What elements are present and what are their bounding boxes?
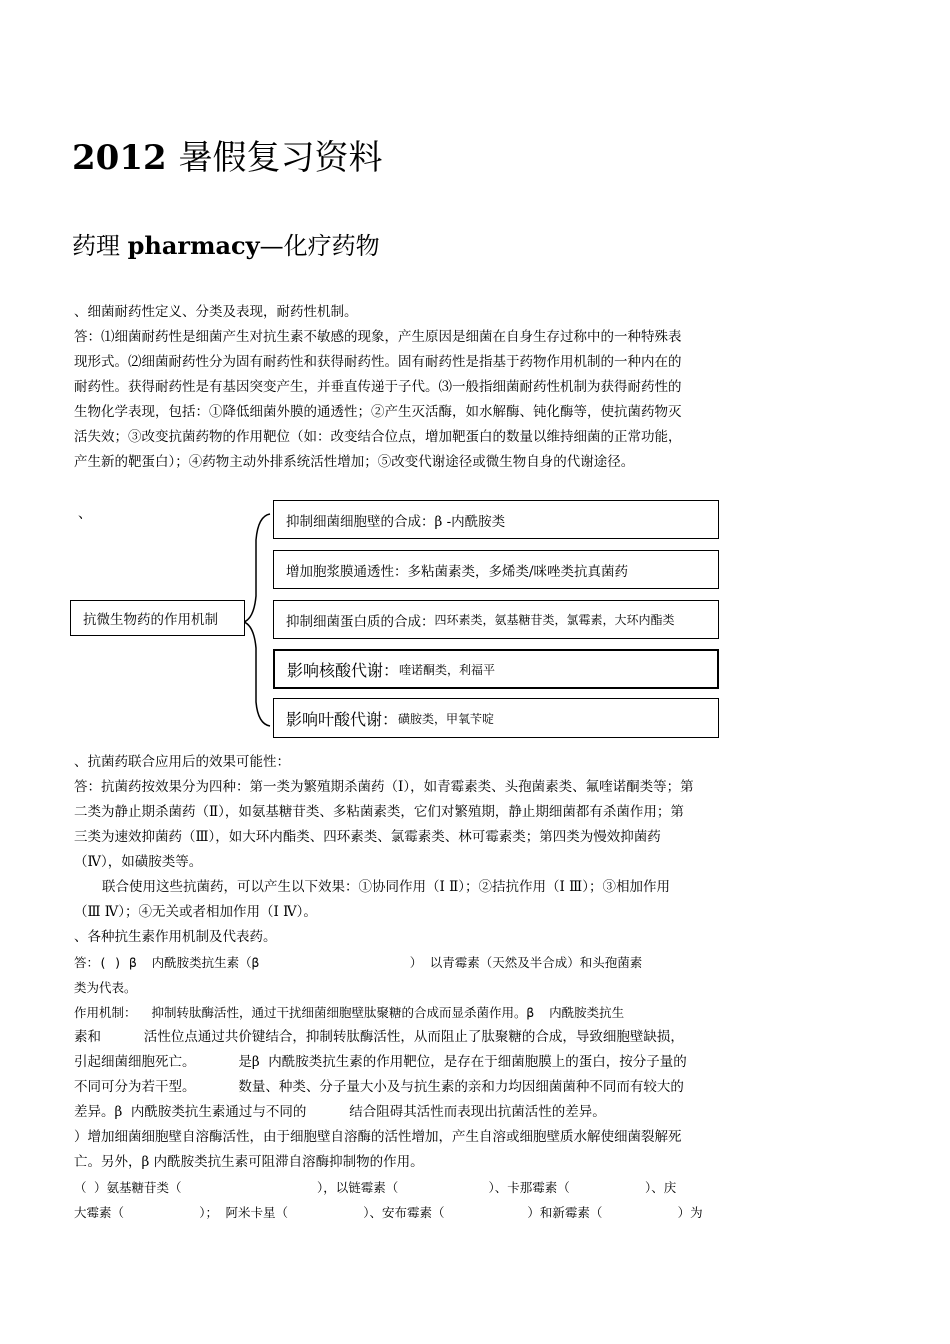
section3-heading: 、各种抗生素作用机制及代表药。 (74, 929, 277, 945)
section-title (72, 226, 380, 266)
section3-mechanism-line1: 作用机制： 抑制转肽酶活性，通过干扰细菌细胞壁肽聚糖的合成而显杀菌作用。β 内酰胺类抗生 (74, 1005, 625, 1020)
page-title (72, 136, 382, 180)
mechanism-detail: 四环素类，氨基糖苷类，氯霉素，大环内酯类 (434, 613, 675, 627)
diagram-mark: 、 (78, 506, 92, 522)
title-text: 暑假复习资料 (178, 138, 383, 178)
section3-amino-line1: （ ）氨基糖苷类（ ），以链霉素（ ）、卡那霉素（ ）、庆 (74, 1180, 677, 1195)
section1-heading: 、细菌耐药性定义、分类及表现，耐药性机制。 (74, 304, 358, 320)
subtitle-bold: pharmacy (127, 231, 260, 260)
brace-icon (240, 510, 276, 730)
section3-autolysin: ）增加细菌细胞壁自溶酶活性，由于细胞壁自溶酶的活性增加，产生自溶或细胞壁质水解使细菌裂解死亡。另外，β 内酰胺类抗生素可阻滞自溶酶抑制物的作用。 (74, 1129, 682, 1170)
section3-answer-line1: 答：( ) β 内酰胺类抗生素（β ） 以青霉素（天然及半合成）和头孢菌素 (74, 955, 643, 970)
mechanism-box-cell-wall (273, 500, 719, 539)
section3-amino-line2: 大霉素（ ）； 阿米卡星（ ）、安布霉素（ ）和新霉素（ ）为 (74, 1205, 703, 1220)
title-year: 2012 (72, 138, 167, 178)
section1-answer: 答：⑴细菌耐药性是细菌产生对抗生素不敏感的现象，产生原因是细菌在自身生存过称中的一种特殊表现形式。⑵细菌耐药性分为固有耐药性和获得耐药性。固有耐药性是指基于药物作用机制的一种内在的耐药性。获得耐药性是有基因突变产生，并垂直传递于子代。⑶一般指细菌耐药性机制为获得耐药性的生物化学表现，包括：①降低细菌外膜的通透性；②产生灭活酶，如水解酶、钝化酶等，使抗菌药物灭活失效；③改变抗菌药物的作用靶位（如：改变结合位点，增加靶蛋白的数量以维持细菌的正常功能，产生新的靶蛋白）；④药物主动外排系统活性增加；⑤改变代谢途径或微生物自身的代谢途径。 (74, 329, 682, 470)
section3-answer-line2: 类为代表。 (74, 980, 137, 995)
section3-mechanism-rest: 素和 活性位点通过共价键结合，抑制转肽酶活性，从而阻止了肽聚糖的合成，导致细胞壁缺损，引起细菌细胞死亡。 是β 内酰胺类抗生素的作用靶位，是存在于细菌胞膜上的蛋白，按分子量的不同可分为若干型。 数量、种类、分子量大小及与抗生素的亲和力均因细菌菌种不同而有较大的差异。β 内酰胺类抗生素通过与不同的 结合阻碍其活性而表现出抗菌活性的差异。 (74, 1029, 687, 1120)
mechanism-detail: 磺胺类，甲氧苄啶 (398, 711, 495, 726)
section2-combo: 联合使用这些抗菌药，可以产生以下效果：①协同作用（Ⅰ Ⅱ）；②拮抗作用（Ⅰ Ⅲ）；③相加作用（Ⅲ Ⅳ）；④无关或者相加作用（Ⅰ Ⅳ）。 (74, 879, 670, 920)
mechanism-box-folate (273, 698, 719, 738)
mechanism-box-nucleic-acid (273, 649, 719, 689)
mechanism-label: 增加胞浆膜通透性：多粘菌素类，多烯类/咪唑类抗真菌药 (286, 563, 629, 580)
section2-answer: 答：抗菌药按效果分为四种：第一类为繁殖期杀菌药（Ⅰ），如青霉素类、头孢菌素类、氟喹诺酮类等；第二类为静止期杀菌药（Ⅱ），如氨基糖苷类、多粘菌素类，它们对繁殖期，静止期细菌都有杀菌作用；第三类为速效抑菌药（Ⅲ），如大环内酯类、四环素类、氯霉素类、林可霉素类；第四类为慢效抑菌药（Ⅳ），如磺胺类等。 (74, 779, 694, 870)
subtitle-suffix: —化疗药物 (259, 232, 380, 260)
section2-heading: 、抗菌药联合应用后的效果可能性： (74, 754, 290, 770)
mechanism-label: 抑制细菌蛋白质的合成： (286, 613, 435, 630)
mechanism-label: 影响核酸代谢： (287, 660, 400, 680)
mechanism-box-membrane (273, 550, 719, 589)
mechanism-box-protein (273, 600, 719, 639)
subtitle-prefix: 药理 (72, 232, 120, 260)
mechanism-label: 影响叶酸代谢： (286, 709, 399, 729)
mechanism-detail: 喹诺酮类，利福平 (399, 662, 496, 677)
mechanism-label: 抑制细菌细胞壁的合成：β -内酰胺类 (286, 513, 506, 530)
diagram-main-box: 抗微生物药的作用机制 (70, 600, 245, 636)
